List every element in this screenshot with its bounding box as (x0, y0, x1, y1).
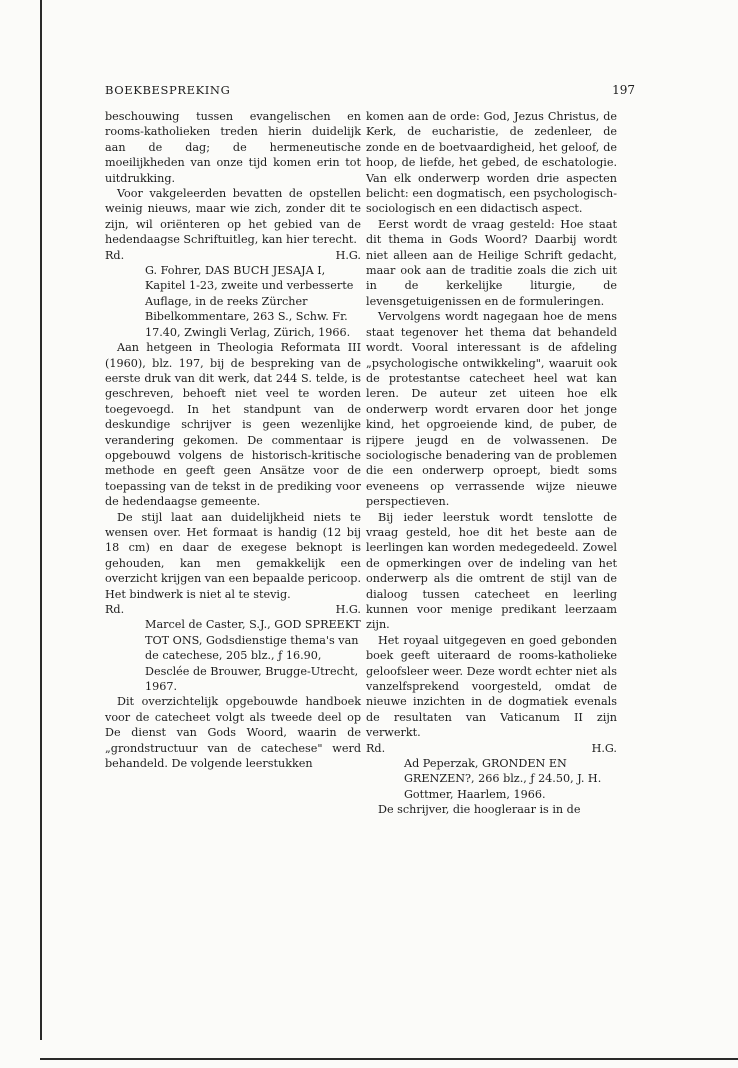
paragraph: Eerst wordt de vraag gesteld: Hoe staat dit thema in Gods Woord? Daarbij wordt niet alleen aan de Heilige Schrift gedacht, maar ook aan de traditie zoals die zich uit in de kerkelijke liturgie, de levensgetuigenissen en de formuleringen. (366, 217, 617, 308)
paragraph: De schrijver, die hoogleraar is in de (378, 803, 581, 817)
paragraph: Het royaal uitgegeven en goed gebonden boek geeft uiteraard de rooms-katholieke geloofsleer weer. Deze wordt echter niet als vanzelfsprekend voorgesteld, omdat de nieuwe inzichten in de dogmatiek evenals de resultaten van Vaticanum II zijn verwerkt. (366, 633, 617, 740)
book-entry: Ad Peperzak, GRONDEN EN GRENZEN?, 266 blz., ƒ 24.50, J. H. Gottmer, Haarlem, 1966. (404, 757, 602, 801)
signature-initials: H.G. (591, 741, 617, 755)
left-column (105, 109, 361, 771)
paragraph: De stijl laat aan duidelijkheid niets te wensen over. Het formaat is handig (12 bij 18 cm) en daar de exegese beknopt is gehouden, kan men gemakkelijk een overzicht krijgen van een bepaalde pericoop. Het bindwerk is niet al te stevig. (105, 510, 361, 601)
paragraph: Bij ieder leerstuk wordt tenslotte de vraag gesteld, hoe dit het beste aan de leerlingen kan worden medegedeeld. Zowel de opmerkingen over de indeling van het onderwerp als die omtrent de stijl van de dialoog tussen catecheet en leerling kunnen voor menige predikant leerzaam zijn. (366, 510, 617, 632)
paragraph: Dit overzichtelijk opgebouwde handboek voor de catecheet volgt als tweede deel op De dienst van Gods Woord, waarin de „grondstructuur van de catechese" werd behandeld. De volgende leerstukken (105, 695, 361, 771)
signature-initials: H.G. (335, 248, 361, 262)
page-header (105, 83, 635, 99)
right-column (361, 109, 617, 818)
paragraph: Vervolgens wordt nagegaan hoe de mens staat tegenover het thema dat behandeld wordt. Vooral interessant is de afdeling „psychologische ontwikkeling", waaruit ook de protestantse catecheet heel wat kan leren. De auteur zet uiteen hoe elk onderwerp wordt ervaren door het jonge kind, het opgroeiende kind, de puber, de rijpere jeugd en de volwassenen. De sociologische benadering van de problemen die een onderwerp oproept, biedt soms eveneens op verrassende wijze nieuwe perspectieven. (366, 310, 617, 509)
signature-place: Rd. (105, 248, 125, 262)
book-entry: G. Fohrer, DAS BUCH JESAJA I, Kapitel 1-23, zweite und verbesserte Auflage, in de reeks Zürcher Bibelkommentare, 263 S., Schw. Fr. 17.40, Zwingli Verlag, Zürich, 1966. (145, 264, 354, 339)
signature-place: Rd. (105, 603, 125, 616)
paragraph: beschouwing tussen evangelischen en rooms-katholieken treden hierin duidelijk aan de dag; de hermeneutische moeilijkheden van onze tijd komen erin tot uitdrukking. (105, 110, 361, 185)
page-bottom-edge (40, 1058, 738, 1060)
page-number: 197 (612, 83, 635, 97)
signature-initials: H.G. (335, 603, 361, 616)
review-signature (105, 602, 361, 617)
paragraph: Voor vakgeleerden bevatten de opstellen weinig nieuws, maar wie zich, zonder dit te zijn, wil oriënteren op het gebied van de hedendaagse Schriftuitleg, kan hier terecht. (105, 187, 361, 247)
review-signature (366, 741, 617, 756)
signature-place: Rd. (366, 741, 386, 755)
paragraph: Aan hetgeen in Theologia Reformata III (1960), blz. 197, bij de bespreking van de eerste druk van dit werk, dat 244 S. telde, is geschreven, behoeft niet veel te worden toegevoegd. In het standpunt van de deskundige schrijver is geen wezenlijke verandering gekomen. De commentaar is opgebouwd volgens de historisch-kritische methode en geeft geen Ansätze voor de toepassing van de tekst in de prediking voor de hedendaagse gemeente. (105, 341, 361, 509)
book-entry: Marcel de Caster, S.J., GOD SPREEKT TOT ONS, Godsdienstige thema's van de catechese, 205 blz., ƒ 16.90, Desclée de Brouwer, Brugge-Utrecht, 1967. (145, 618, 361, 694)
running-head: BOEKBESPREKING (105, 83, 231, 97)
review-signature (105, 248, 361, 263)
paragraph: komen aan de orde: God, Jezus Christus, de Kerk, de eucharistie, de zedenleer, de zonde en de boetvaardigheid, het geloof, de hoop, de liefde, het gebed, de eschatologie. Van elk onderwerp worden drie aspecten belicht: een dogmatisch, een psychologisch-sociologisch en een didactisch aspect. (366, 110, 617, 216)
page-left-edge (40, 0, 42, 1040)
